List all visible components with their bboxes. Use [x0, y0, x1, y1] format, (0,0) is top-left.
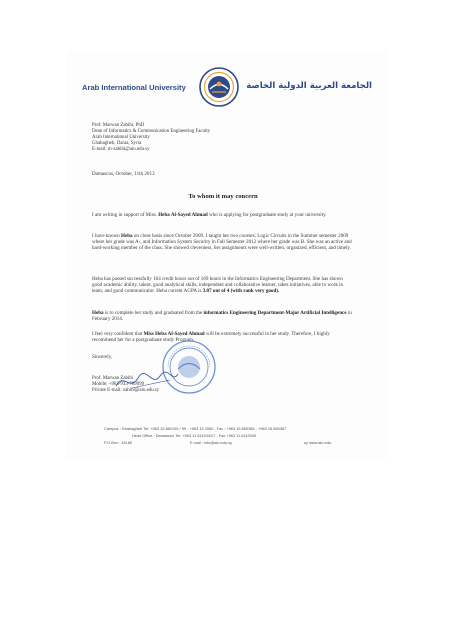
p4-text: is to complete her study and graduated from the	[103, 310, 204, 316]
p4-student-name: Heba	[92, 310, 104, 316]
p1-student-name: Heba Al-Sayed Ahmad	[158, 212, 208, 218]
p2-text: I have known	[92, 233, 121, 239]
sender-block	[92, 123, 354, 153]
paragraph-2	[92, 233, 354, 251]
footer-pobox: P.O.Box : 16180	[104, 440, 133, 445]
sender-title: Dean of Informatics & Communication Engineering Faculty	[92, 128, 211, 134]
paragraph-3	[92, 276, 354, 294]
p4-major: informatics Engineering Department-Major Artificial Intelligence	[203, 310, 347, 316]
footer-website: sy www.aiu.edu.	[304, 440, 333, 445]
p5-text-end: will be extremely successful in her study. Therefore, I highly recommend her for a postgraduate study Program.	[92, 331, 330, 344]
p5-text: I feel very confident that	[92, 331, 144, 337]
letter-page	[68, 52, 386, 459]
university-name-english: Arab International University	[82, 83, 186, 92]
p2-student-name: Heba	[121, 233, 133, 239]
p3-agpa: 3.07 out of 4 (with rank very good).	[202, 288, 280, 295]
closing-sincerely: Sincerely,	[92, 354, 113, 360]
p3-text: Heba has passed successfully 164 credit hours out of 169 hours in the Informatics Engineering Department. She has shown good academic ability, talent, good analytical skills, independent and collaborative learner, takes initiatives, able to work in team, and good communicator. Heba current AGPA is	[92, 276, 344, 295]
paragraph-4	[92, 310, 354, 322]
p1-text: I am writing in support of Miss.	[92, 212, 159, 218]
closing-block	[92, 376, 354, 394]
footer-office: Head Office : Damascus Tel: +963 11 6119341/7 - Fax +963 11 6119340	[132, 433, 257, 438]
p1-text-end: who is applying for postgraduate study at your university.	[207, 212, 327, 218]
paragraph-1	[92, 212, 354, 218]
letter-title: To whom it may concern	[188, 193, 258, 200]
paragraph-5	[92, 331, 354, 343]
footer-campus: Campus : Ghabagheb Tel: +963 15 860100 / 99 - +963 15 2050 , Fax : +963 15 860385 - +963 15 860387	[104, 426, 287, 431]
closing-name: Prof. Marwan Zabibi	[92, 376, 134, 381]
university-name-arabic: الجامعة العربية الدولية الخاصة	[246, 81, 372, 91]
university-logo	[198, 66, 240, 108]
sender-email: E-mail: m-zabibi@aiu.edu.sy	[92, 146, 150, 152]
sender-institution: Arab International University	[92, 134, 150, 140]
sender-address: Ghabagheb, Daraa, Syria	[92, 140, 142, 146]
p4-text-end: in February 2014.	[92, 310, 352, 323]
letter-date: Damascus, October, 11th 2013	[92, 171, 155, 177]
closing-mobile: Mobile: +963-933-789999	[92, 381, 145, 387]
p2-text-end: on close basis since October 2009. I taught her two courses; Logic Circuits in the Summer semester 2009 where her grade was A-, and Information System Security in Fall Semester 2012 where her grade was B. She was an active and hard-working member of the class. She showed cleverness, her assignments were well-written, organized, efficient, and timely.	[92, 233, 352, 252]
sender-name: Prof. Marwan Zabibi, PhD	[92, 123, 145, 128]
closing-email: Private E-mail: zabibi@aiu.edu.sy	[92, 387, 160, 393]
p5-student-name: Miss Heba Al-Sayed Ahmad	[143, 331, 205, 337]
footer-email: E.mail : info@aiu.edu.sy	[190, 440, 233, 445]
